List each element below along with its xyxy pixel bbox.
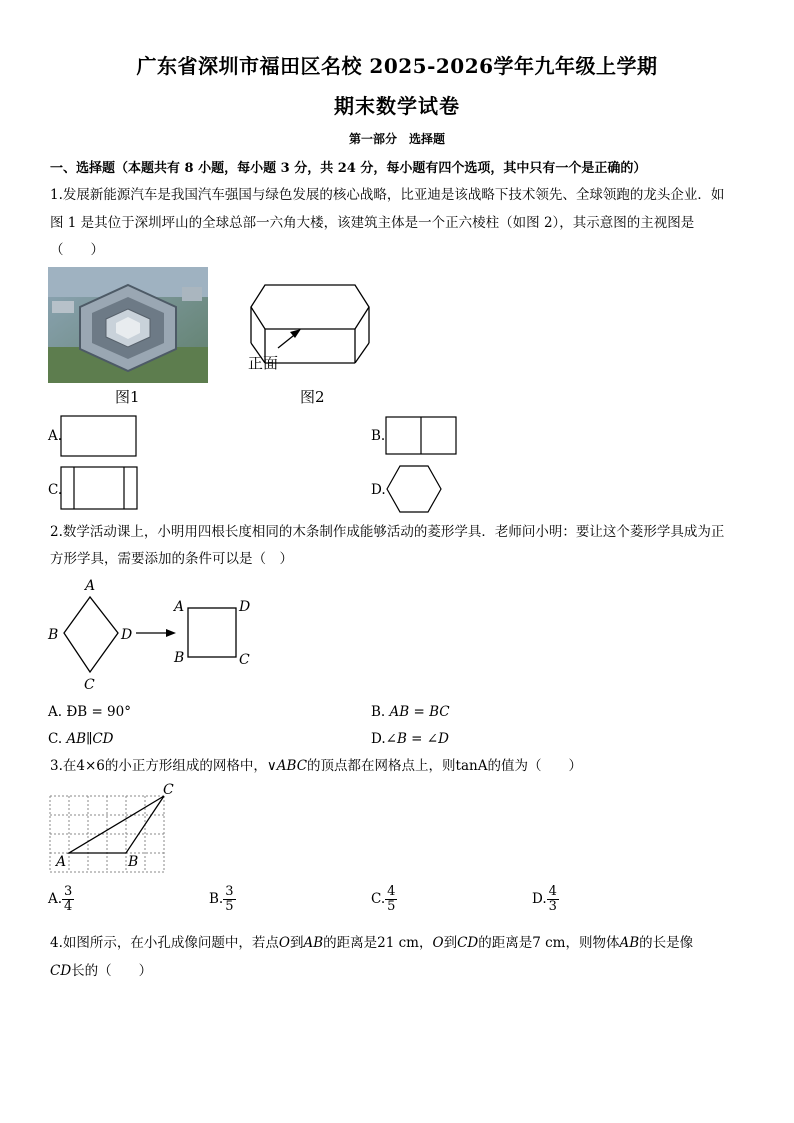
q2-option-a: A. ÐB = 90° [48,704,131,720]
q2-option-b: B. AB = BC [371,704,450,720]
q1-option-b-label: B. [371,428,386,444]
q2-label-d-rhombus: D [121,627,133,643]
q2-label-b-rhombus: B [48,627,59,643]
q4-line1: 4.如图所示，在小孔成像问题中，若点O到AB的距离是21 cm，O到CD的距离是7 cm，则物体AB的长是像 [50,935,694,951]
q3-option-c: C. $\frac{4}{5}$ [371,884,396,914]
q2-label-a-square: A [174,599,185,615]
q3-label-b: B [128,854,139,870]
q1-line3: （ ） [50,242,104,258]
part-heading: 第一部分 选择题 [348,132,445,146]
q3-option-a: A. $\frac{3}{4}$ [48,884,73,914]
q1-option-b-figure [385,416,458,456]
fig1-building-photo [48,267,208,383]
q2-option-c: C. AB∥CD [48,731,114,747]
q2-line1: 2.数学活动课上，小明用四根长度相同的木条制作成能够活动的菱形学具．老师问小明：要让这个菱形学具成为正 [50,524,725,540]
fig2-caption: 图2 [300,388,325,406]
q2-label-a-rhombus: A [85,578,96,594]
exam-title-line1: 广东省深圳市福田区名校 2025-2026学年九年级上学期 [136,54,658,78]
q4-line2: CD长的（ ） [50,963,153,979]
q2-label-b-square: B [174,650,185,666]
q2-label-c-square: C [239,652,250,668]
exam-title-line2: 期末数学试卷 [334,94,460,118]
q3-line1: 3.在4×6的小正方形组成的网格中，∨ABC的顶点都在网格点上，则tanA的值为（ ） [50,758,582,774]
q1-option-d-figure [385,464,443,514]
q2-label-d-square: D [239,599,251,615]
fig1-caption: 图1 [115,388,140,406]
q1-option-c-figure [60,466,139,511]
q1-option-d-label: D. [371,482,386,498]
q2-rhombus-to-square-figure [44,575,264,695]
q3-option-d: D. $\frac{4}{3}$ [532,884,557,914]
q1-option-c-label: C. [48,482,63,498]
q2-option-d: D.∠B = ∠D [371,731,449,747]
q2-label-c-rhombus: C [84,677,95,693]
q3-label-a: A [56,854,67,870]
q1-line1: 1.发展新能源汽车是我国汽车强国与绿色发展的核心战略，比亚迪是该战略下技术领先、全球领跑的龙头企业．如 [50,187,725,203]
q2-line2: 方形学具，需要添加的条件可以是（ ） [50,551,293,567]
q1-option-a-figure [60,415,138,458]
front-label: 正面 [248,354,279,372]
q1-line2: 图 1 是其位于深圳坪山的全球总部一六角大楼，该建筑主体是一个正六棱柱（如图 2），其示意图的主视图是 [50,215,695,231]
q3-grid-triangle-figure [44,780,184,875]
q3-label-c: C [163,782,174,798]
q1-option-a-label: A. [48,428,63,444]
section-heading: 一、选择题（本题共有 8 小题，每小题 3 分，共 24 分，每小题有四个选项，其中只有一个是正确的） [50,161,647,176]
q3-option-b: B. $\frac{3}{5}$ [209,884,234,914]
